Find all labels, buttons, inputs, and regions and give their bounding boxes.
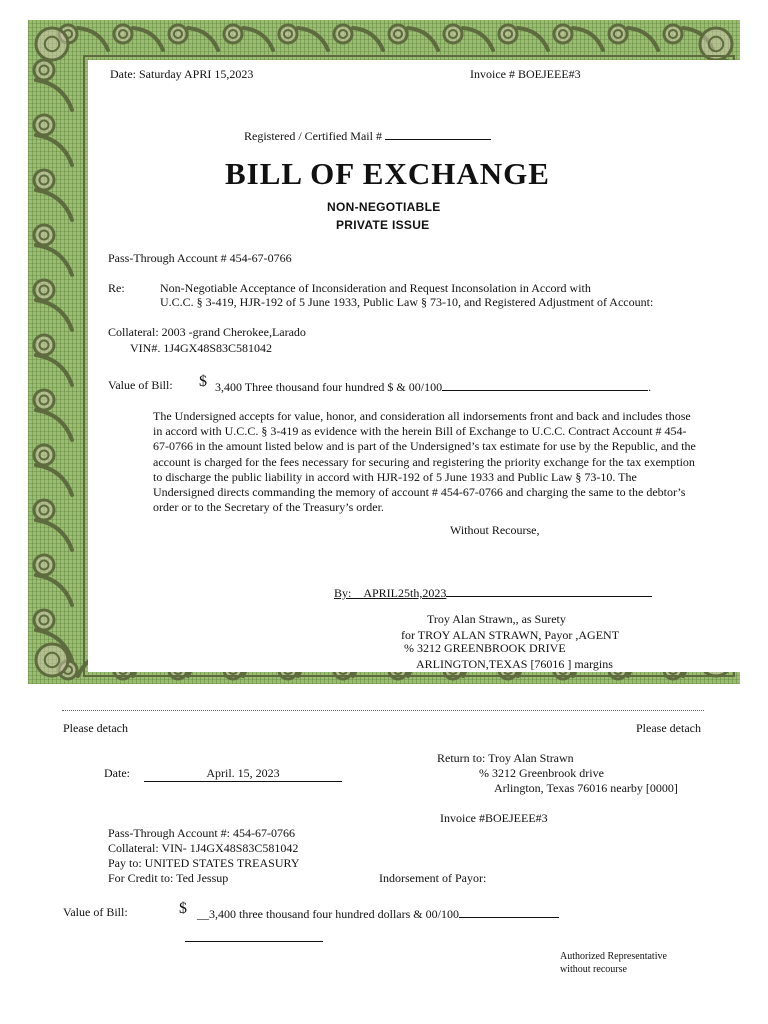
value-of-bill-blank: [442, 378, 648, 391]
stub-value-text: __3,400 three thousand four hundred dollars & 00/100: [197, 907, 459, 921]
value-of-bill-text: 3,400 Three thousand four hundred $ & 00/100: [215, 380, 443, 394]
pass-through-account: Pass-Through Account # 454-67-0766: [108, 251, 292, 265]
stub-pass-through: Pass-Through Account #: 454-67-0766: [108, 826, 295, 840]
collateral-line: Collateral: 2003 -grand Cherokee,Larado: [108, 325, 306, 339]
vin-line: VIN#. 1J4GX48S83C581042: [130, 341, 273, 355]
registered-mail-blank: [385, 127, 491, 140]
re-label: Re:: [108, 281, 125, 295]
return-address-1: % 3212 Greenbrook drive: [479, 766, 604, 780]
stub-pay-to: Pay to: UNITED STATES TREASURY: [108, 856, 300, 870]
signature-date: By:__APRIL25th,2023: [334, 586, 447, 600]
address-line-1: % 3212 GREENBROOK DRIVE: [404, 641, 566, 655]
stub-signature-blank: [185, 941, 323, 942]
acceptance-paragraph: The Undersigned accepts for value, honor, and consideration all indorsements front and back and includes those in accord with U.C.C. § 3-419 as evidence with the herein Bill of Exchange to U.C.C. Contract Account # 454-67-0766 in the amount listed below and is part of the Undersigned’s tax estimate for use by the Republic, and the account is charged for the fees necessary for securing and registering the priority exchange for the tax exemption to discharge the public liability in accord with HJR-192 of 5 June 1933 and Public Law § 73-10. The Undersigned directs commanding the memory of account # 454-67-0766 and charging the same to the debtor’s order or to the Secretary of the Treasury’s order.: [153, 409, 696, 515]
stub-value-amount: [197, 905, 559, 922]
without-recourse-note: without recourse: [560, 964, 627, 975]
re-line-2: U.C.C. § 3-419, HJR-192 of 5 June 1933, Public Law § 73-10, and Registered Adjustment of Account:: [160, 295, 654, 309]
stub-credit-to: For Credit to: Ted Jessup: [108, 871, 229, 885]
stub-value-label: Value of Bill:: [63, 905, 128, 919]
authorized-representative: Authorized Representative: [560, 951, 667, 962]
certificate-date: Date: Saturday APRI 15,2023: [110, 67, 254, 81]
re-line-1: Non-Negotiable Acceptance of Inconsideration and Request Inconsolation in Accord with: [160, 281, 591, 295]
detach-label-left: Please detach: [63, 721, 128, 735]
value-of-bill-label: Value of Bill:: [108, 378, 173, 392]
registered-mail-field: [244, 127, 491, 144]
stub-collateral: Collateral: VIN- 1J4GX48S83C581042: [108, 841, 299, 855]
certificate-panel: [88, 60, 740, 672]
payor-agent: for TROY ALAN STRAWN, Payor ,AGENT: [401, 628, 620, 642]
signature-blank: [446, 584, 652, 597]
without-recourse: Without Recourse,: [450, 523, 540, 537]
address-line-2: ARLINGTON,TEXAS [76016 ] margins: [416, 657, 613, 671]
value-of-bill-end: .: [648, 380, 652, 394]
dollar-sign: $: [199, 373, 207, 390]
return-to: Return to: Troy Alan Strawn: [437, 751, 574, 765]
certificate-invoice-number: Invoice # BOEJEEE#3: [470, 67, 581, 81]
registered-mail-label: Registered / Certified Mail #: [244, 129, 382, 143]
return-address-2: Arlington, Texas 76016 nearby [0000]: [494, 781, 678, 795]
non-negotiable-label: NON-NEGOTIABLE: [327, 200, 441, 214]
stub-indorsement: Indorsement of Payor:: [379, 871, 487, 885]
detach-label-right: Please detach: [636, 721, 701, 735]
detach-perforation: [62, 710, 704, 711]
stub-date-label: Date:: [104, 766, 130, 780]
signature-line: [334, 584, 652, 601]
stub-value-blank: [459, 905, 559, 918]
private-issue-label: PRIVATE ISSUE: [336, 218, 430, 232]
stub-invoice: Invoice #BOEJEEE#3: [440, 811, 548, 825]
value-of-bill-amount: [215, 378, 651, 395]
stub-dollar-sign: $: [179, 900, 187, 917]
surety-name: Troy Alan Strawn,, as Surety: [427, 612, 566, 626]
stub-date-value: April. 15, 2023: [144, 766, 342, 782]
document-title: BILL OF EXCHANGE: [225, 156, 550, 191]
